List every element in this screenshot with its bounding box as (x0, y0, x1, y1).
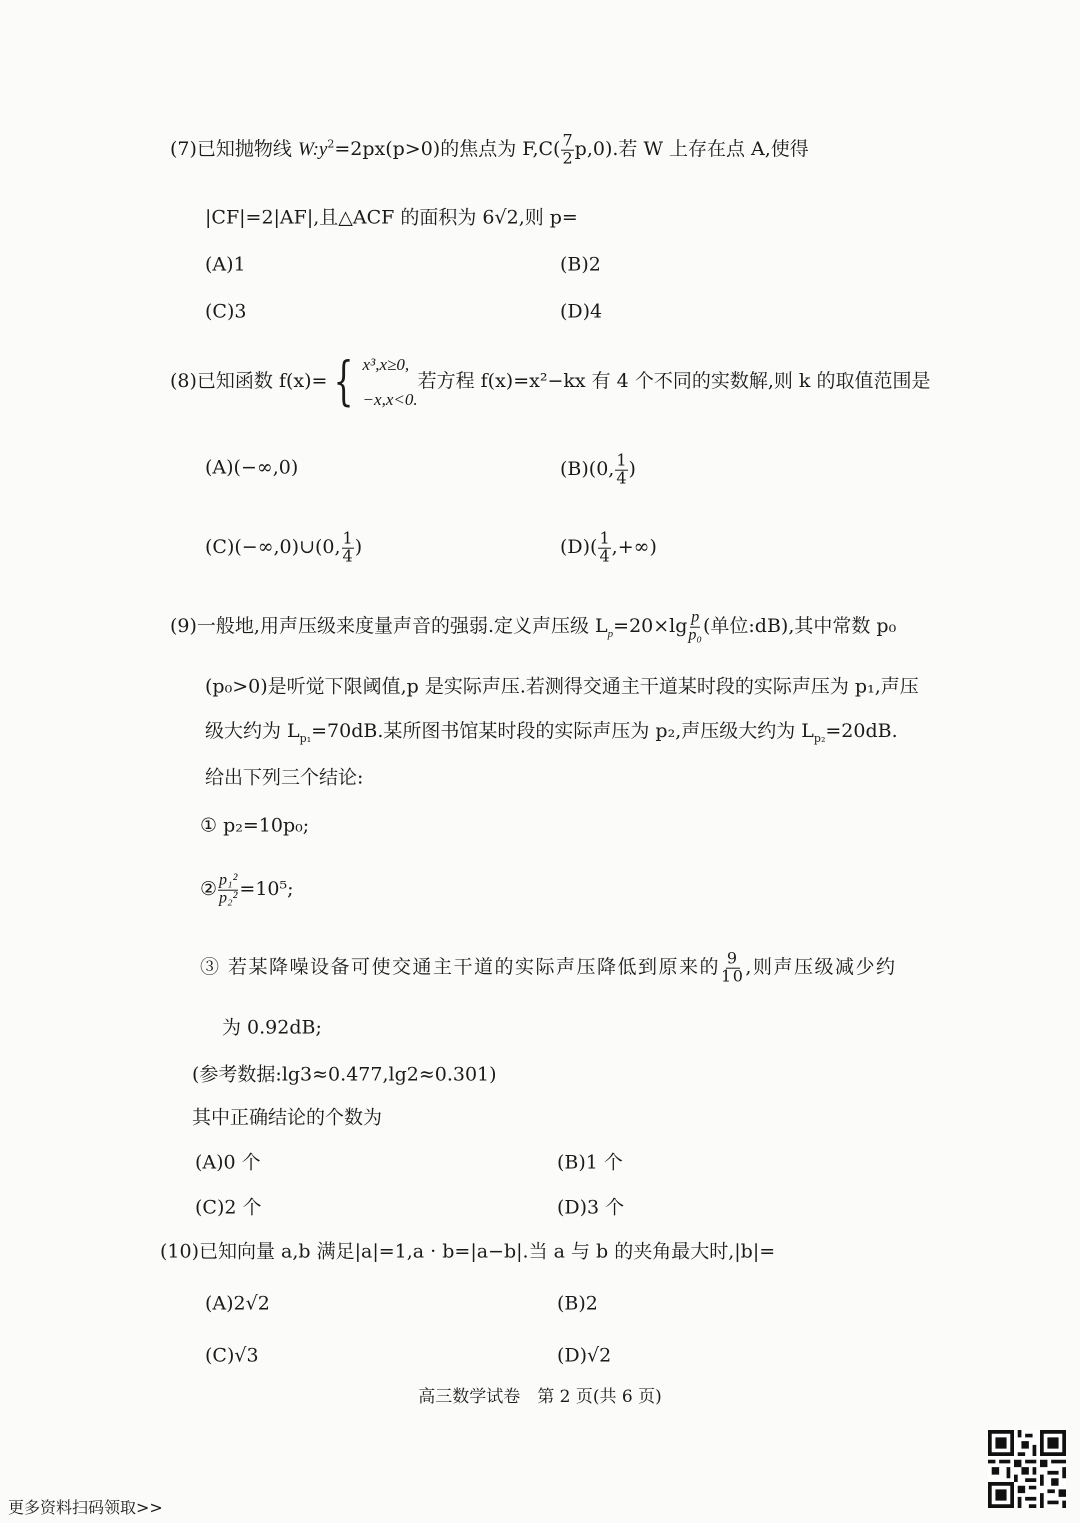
q8-option-b (560, 450, 636, 488)
q9-question: 其中正确结论的个数为 (192, 1106, 383, 1129)
numerator: 1 (342, 528, 353, 548)
q10-option-c: (C)√3 (205, 1344, 259, 1367)
option-text: (B)(0, (560, 458, 615, 480)
more-materials-link[interactable]: 更多资料扫码领取>> (8, 1498, 163, 1517)
q9-conclusion-2 (200, 873, 294, 908)
option-text: ,+∞) (611, 536, 657, 558)
denominator: 10 (721, 966, 745, 986)
q9-conclusion-3 (200, 948, 897, 986)
numerator: 9 (726, 948, 739, 968)
option-text: ) (354, 536, 363, 558)
q7-text: =2px(p>0)的焦点为 F,C( (334, 138, 561, 160)
q9-text: ② (200, 878, 218, 900)
denominator: 4 (616, 468, 627, 488)
q9-conclusion-1: ① p₂=10p₀; (200, 814, 310, 837)
numerator: 1 (616, 450, 627, 470)
q9-option-d: (D)3 个 (557, 1196, 625, 1219)
q9-text: ,则声压级减少约 (745, 956, 897, 978)
denominator: p₂² (219, 889, 238, 907)
q8-text: (8)已知函数 f(x)= (170, 370, 328, 392)
q9-option-a: (A)0 个 (195, 1151, 261, 1174)
numerator: 7 (562, 130, 573, 150)
denominator: 4 (342, 546, 353, 566)
fraction (218, 873, 238, 908)
q9-stem-line3 (205, 722, 898, 744)
q9-text: ③ 若某降噪设备可使交通主干道的实际声压降低到原来的 (200, 956, 721, 978)
q8-text: 若方程 f(x)=x²−kx 有 4 个不同的实数解,则 k 的取值范围是 (417, 370, 931, 392)
denominator: 2 (562, 148, 573, 168)
case-2: −x,x<0. (362, 390, 418, 409)
fraction (721, 948, 745, 986)
subscript: p (607, 627, 614, 640)
q9-reference-data: (参考数据:lg3≈0.477,lg2≈0.301) (192, 1063, 497, 1086)
q9-text: =10⁵; (239, 878, 294, 900)
q7-text: :y (312, 139, 328, 160)
q9-option-c: (C)2 个 (195, 1196, 262, 1219)
q9-text: =20dB. (825, 720, 898, 743)
q7-exponent: 2 (327, 137, 335, 151)
brace: { (334, 352, 354, 412)
q9-text: (9)一般地,用声压级来度量声音的强弱.定义声压级 L (170, 615, 608, 637)
q10-option-d: (D)√2 (557, 1344, 612, 1367)
subscript: p₂ (813, 731, 826, 745)
q7-option-a: (A)1 (205, 253, 246, 276)
q10-option-b: (B)2 (557, 1292, 598, 1315)
q7-text: (7)已知抛物线 (170, 138, 298, 160)
case-1: x³,x≥0, (362, 355, 410, 374)
q9-conclusions-intro: 给出下列三个结论: (205, 766, 364, 789)
q7-stem-line2: |CF|=2|AF|,且△ACF 的面积为 6√2,则 p= (205, 206, 578, 229)
q9-text: =20×lg (613, 615, 688, 637)
q9-text: =70dB.某所图书馆某时段的实际声压为 p₂,声压级大约为 L (311, 720, 814, 743)
q7-stem-line1 (170, 130, 809, 168)
piecewise-function (327, 352, 418, 412)
subscript: p₁ (299, 731, 312, 745)
q8-stem (170, 352, 931, 412)
q9-conclusion-3-line2: 为 0.92dB; (222, 1016, 322, 1039)
q8-option-d (560, 528, 657, 566)
q8-option-c (205, 528, 363, 566)
q7-option-c: (C)3 (205, 300, 247, 323)
fraction (615, 450, 627, 488)
q7-option-d: (D)4 (560, 300, 603, 323)
q7-text: p,0).若 W 上存在点 A,使得 (574, 138, 809, 160)
option-text: ) (628, 458, 636, 480)
q9-text: (单位:dB),其中常数 p₀ (702, 615, 897, 637)
q10-option-a: (A)2√2 (205, 1292, 270, 1315)
qr-code-icon[interactable] (988, 1430, 1066, 1508)
page-footer: 高三数学试卷 第 2 页(共 6 页) (418, 1387, 662, 1407)
fraction (561, 130, 573, 168)
denominator: 4 (599, 546, 610, 566)
denominator: p₀ (688, 626, 702, 644)
q7-option-b: (B)2 (560, 253, 601, 276)
q7-text: W (297, 139, 313, 160)
q9-text: 级大约为 L (205, 720, 300, 743)
fraction (342, 528, 354, 566)
option-text: (D)( (560, 536, 598, 558)
q10-stem: (10)已知向量 a,b 满足|a|=1,a · b=|a−b|.当 a 与 b 的夹角最大时,|b|= (160, 1240, 776, 1263)
numerator: p₁² (219, 871, 238, 889)
q8-option-a: (A)(−∞,0) (205, 456, 299, 479)
q9-stem-line1 (170, 610, 896, 645)
numerator: p (691, 608, 700, 626)
q9-stem-line2: (p₀>0)是听觉下限阈值,p 是实际声压.若测得交通主干道某时段的实际声压为 p₁,声压 (205, 675, 919, 698)
fraction (598, 528, 610, 566)
q9-option-b: (B)1 个 (557, 1151, 623, 1174)
option-text: (C)(−∞,0)∪(0, (205, 536, 341, 558)
fraction (688, 610, 702, 645)
numerator: 1 (599, 528, 610, 548)
